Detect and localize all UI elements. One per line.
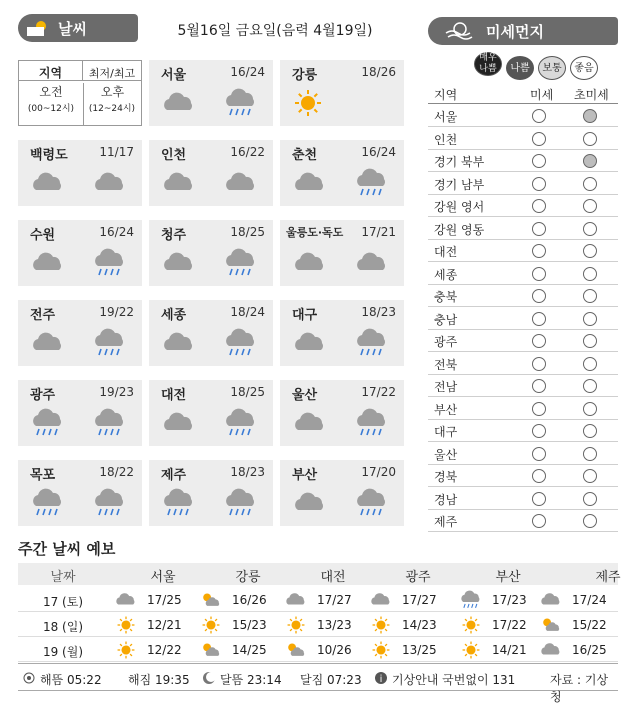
sunrise-icon: [22, 671, 36, 688]
city-name: 세종: [161, 308, 187, 323]
forecast-legend: [18, 60, 142, 126]
pm10-dot: [532, 222, 546, 236]
dust-row-2: [428, 150, 618, 172]
cloud-icon: [90, 168, 130, 198]
city-cell-15: [149, 460, 273, 526]
pm25-dot: [583, 357, 597, 371]
cloud-icon: [290, 168, 330, 198]
dust-row-6: [428, 240, 618, 262]
dust-region: 경남: [434, 492, 458, 507]
dust-region: 경기 남부: [434, 177, 485, 192]
rain-cloud-icon: [221, 328, 261, 358]
weekly-header-5: 부산: [495, 570, 521, 585]
city-name: 대구: [292, 308, 318, 323]
rain-cloud-icon: [352, 408, 392, 438]
cloud-icon: [221, 168, 261, 198]
weekly-temp: 17/27: [402, 593, 437, 607]
rain-cloud-icon: [90, 248, 130, 278]
dust-region: 세종: [434, 267, 458, 282]
dust-row-18: [428, 510, 618, 532]
legend-pm-sub: (12~24시): [88, 104, 136, 114]
weekly-header-4: 광주: [405, 570, 431, 585]
city-cell-4: [280, 140, 404, 206]
city-temp: 16/24: [99, 225, 134, 239]
cloud-icon: [538, 640, 564, 660]
phone-icon: [374, 671, 388, 688]
city-temp: 16/22: [230, 145, 265, 159]
city-cell-11: [18, 380, 142, 446]
weekly-temp: 17/23: [492, 593, 527, 607]
rain-cloud-icon: [352, 168, 392, 198]
moonset-time: 달짐 07:23: [300, 673, 362, 687]
city-temp: 18/24: [230, 305, 265, 319]
pm25-dot: [583, 154, 597, 168]
footer: [18, 663, 618, 704]
pm25-dot: [583, 492, 597, 506]
rain-cloud-icon: [28, 408, 68, 438]
pm10-dot: [532, 469, 546, 483]
cloud-icon: [159, 88, 199, 118]
rain-cloud-icon: [159, 488, 199, 518]
city-cell-16: [280, 460, 404, 526]
city-name: 강릉: [292, 68, 318, 83]
city-cell-3: [149, 140, 273, 206]
sun-icon: [283, 615, 309, 635]
legend-am: 오전: [39, 85, 63, 99]
sun-icon: [458, 615, 484, 635]
pm10-dot: [532, 514, 546, 528]
city-name: 백령도: [30, 148, 68, 163]
rain-cloud-icon: [352, 328, 392, 358]
dust-region: 강원 영동: [434, 222, 485, 237]
sun-icon: [113, 640, 139, 660]
weekly-temp: 14/23: [402, 618, 437, 632]
sunrise-time: 해뜸 05:22: [40, 673, 102, 687]
city-name: 서울: [161, 68, 187, 83]
weekly-temp: 13/25: [402, 643, 437, 657]
rain-cloud-icon: [352, 488, 392, 518]
dust-region: 충남: [434, 312, 458, 327]
dust-region: 경북: [434, 470, 458, 484]
dust-region: 대전: [434, 245, 458, 259]
dust-region: 제주: [434, 515, 458, 529]
cloud-icon: [538, 590, 564, 610]
sun-cloud-icon: [283, 640, 309, 660]
dust-legend-2: 보통: [538, 56, 566, 80]
pm10-dot: [532, 289, 546, 303]
cloud-icon: [368, 590, 394, 610]
weekly-temp: 13/23: [317, 618, 352, 632]
dust-region: 경기 북부: [434, 155, 485, 169]
pm25-dot: [583, 132, 597, 146]
cloud-icon: [159, 248, 199, 278]
cloud-icon: [290, 408, 330, 438]
pm25-dot: [583, 402, 597, 416]
city-name: 제주: [161, 468, 187, 483]
weekly-temp: 10/26: [317, 643, 352, 657]
city-cell-8: [18, 300, 142, 366]
cloud-icon: [159, 168, 199, 198]
pm10-dot: [532, 154, 546, 168]
pm10-dot: [532, 379, 546, 393]
weekly-header-6: 제주: [595, 570, 621, 585]
city-cell-1: [280, 60, 404, 126]
rain-cloud-icon: [458, 590, 484, 610]
pm25-dot: [583, 379, 597, 393]
city-cell-12: [149, 380, 273, 446]
pm25-dot: [583, 267, 597, 281]
dust-legend-1: 나쁨: [506, 56, 534, 80]
weekly-header-1: 서울: [150, 570, 176, 585]
cloud-icon: [28, 248, 68, 278]
dust-row-11: [428, 353, 618, 375]
pm25-dot: [583, 447, 597, 461]
dust-section-title: [428, 17, 618, 45]
weekly-header-3: 대전: [320, 570, 346, 585]
city-cell-2: [18, 140, 142, 206]
sun-icon: [458, 640, 484, 660]
dust-header-pm10: 미세: [530, 88, 554, 102]
haze-icon: [442, 21, 478, 41]
dust-row-15: [428, 443, 618, 465]
pm25-dot: [583, 514, 597, 528]
city-temp: 19/22: [99, 305, 134, 319]
pm10-dot: [532, 244, 546, 258]
city-temp: 11/17: [99, 145, 134, 159]
sun-cloud-icon: [24, 18, 52, 38]
city-temp: 18/25: [230, 385, 265, 399]
city-name: 목포: [30, 468, 56, 483]
cloud-icon: [28, 168, 68, 198]
cloud-icon: [283, 590, 309, 610]
weekly-temp: 12/21: [147, 618, 182, 632]
pm25-dot: [583, 244, 597, 258]
cloud-icon: [290, 248, 330, 278]
source-line: 자료 : 기상청: [550, 673, 609, 704]
city-name: 울릉도·독도: [286, 226, 344, 239]
dust-row-5: [428, 218, 618, 240]
cloud-icon: [159, 408, 199, 438]
pm10-dot: [532, 424, 546, 438]
weekly-row-1: [18, 613, 618, 637]
sun-cloud-icon: [198, 640, 224, 660]
pm10-dot: [532, 109, 546, 123]
dust-region: 서울: [434, 110, 458, 124]
cloud-icon: [28, 328, 68, 358]
weekly-date: 17 (토): [42, 595, 84, 609]
weekly-header-2: 강릉: [235, 570, 261, 585]
weekly-temp: 17/25: [147, 593, 182, 607]
pm25-dot: [583, 199, 597, 213]
weekly-temp: 17/22: [492, 618, 527, 632]
weekly-row-2: [18, 638, 618, 662]
weekly-temp: 16/25: [572, 643, 607, 657]
dust-legend: [470, 52, 620, 78]
city-cell-9: [149, 300, 273, 366]
rain-cloud-icon: [28, 488, 68, 518]
cloud-icon: [290, 488, 330, 518]
cloud-icon: [352, 248, 392, 278]
pm25-dot: [583, 177, 597, 191]
dust-region: 부산: [434, 402, 458, 417]
city-name: 수원: [30, 228, 56, 243]
rain-cloud-icon: [221, 488, 261, 518]
sunset-time: 해짐 19:35: [128, 673, 190, 687]
pm10-dot: [532, 357, 546, 371]
city-cell-14: [18, 460, 142, 526]
legend-region: 지역: [19, 61, 83, 81]
info-line: 기상안내 국번없이 131: [392, 673, 516, 687]
dust-region: 대구: [434, 425, 458, 439]
pm10-dot: [532, 334, 546, 348]
city-temp: 18/26: [361, 65, 396, 79]
dust-title-text: 미세먼지: [486, 22, 544, 41]
pm10-dot: [532, 492, 546, 506]
date-line: 5월16일 금요일(음력 4월19일): [177, 23, 373, 39]
weekly-row-0: [18, 588, 618, 612]
city-temp: 17/20: [361, 465, 396, 479]
rain-cloud-icon: [221, 88, 261, 118]
dust-row-1: [428, 128, 618, 150]
rain-cloud-icon: [90, 408, 130, 438]
cloud-icon: [290, 328, 330, 358]
pm10-dot: [532, 447, 546, 461]
moonrise-time: 달뜸 23:14: [220, 673, 282, 687]
rain-cloud-icon: [221, 248, 261, 278]
dust-header-region: 지역: [434, 88, 458, 102]
weekly-temp: 16/26: [232, 593, 267, 607]
pm10-dot: [532, 312, 546, 326]
dust-region: 전북: [434, 357, 458, 372]
city-name: 대전: [161, 388, 187, 403]
legend-minmax: 최저/최고: [83, 61, 141, 81]
pm10-dot: [532, 177, 546, 191]
pm25-dot: [583, 334, 597, 348]
pm25-dot: [583, 222, 597, 236]
city-name: 청주: [161, 228, 187, 243]
dust-legend-0: 매우나쁨: [474, 52, 502, 76]
dust-row-17: [428, 488, 618, 510]
legend-pm: 오후: [83, 83, 141, 125]
dust-row-4: [428, 195, 618, 217]
city-temp: 17/22: [361, 385, 396, 399]
sun-icon: [368, 615, 394, 635]
city-temp: 16/24: [361, 145, 396, 159]
sun-cloud-icon: [538, 615, 564, 635]
city-temp: 18/23: [361, 305, 396, 319]
sun-icon: [368, 640, 394, 660]
city-cell-7: [280, 220, 404, 286]
city-cell-6: [149, 220, 273, 286]
pm25-dot: [583, 312, 597, 326]
city-name: 인천: [161, 148, 187, 163]
weather-title-text: 날씨: [58, 19, 87, 38]
dust-row-16: [428, 465, 618, 487]
pm25-dot: [583, 289, 597, 303]
legend-am-sub: (00~12시): [27, 104, 75, 114]
rain-cloud-icon: [90, 488, 130, 518]
city-temp: 17/21: [361, 225, 396, 239]
pm25-dot: [583, 109, 597, 123]
rain-cloud-icon: [221, 408, 261, 438]
dust-row-14: [428, 420, 618, 442]
weekly-header: [18, 563, 621, 585]
city-temp: 16/24: [230, 65, 265, 79]
dust-row-12: [428, 375, 618, 397]
weekly-temp: 17/24: [572, 593, 607, 607]
weekly-temp: 14/21: [492, 643, 527, 657]
pm10-dot: [532, 267, 546, 281]
dust-row-7: [428, 263, 618, 285]
city-name: 춘천: [292, 148, 318, 163]
dust-region: 울산: [434, 447, 458, 462]
weather-section-title: [18, 14, 138, 42]
dust-row-0: [428, 105, 618, 127]
sun-icon: [198, 615, 224, 635]
sun-cloud-icon: [198, 590, 224, 610]
city-name: 전주: [30, 308, 56, 323]
dust-region: 인천: [434, 132, 458, 147]
weekly-forecast-title: 주간 날씨 예보: [18, 540, 116, 558]
city-cell-13: [280, 380, 404, 446]
pm10-dot: [532, 132, 546, 146]
sun-icon: [288, 88, 328, 118]
weekly-date: 19 (월): [42, 645, 84, 659]
city-temp: 18/22: [99, 465, 134, 479]
weekly-date: 18 (일): [42, 620, 84, 634]
dust-region: 강원 영서: [434, 200, 485, 214]
weekly-header-0: 날짜: [50, 570, 76, 585]
weekly-temp: 15/22: [572, 618, 607, 632]
dust-region: 광주: [434, 335, 458, 349]
dust-legend-3: 좋음: [570, 56, 598, 80]
rain-cloud-icon: [90, 328, 130, 358]
dust-region: 전남: [434, 380, 458, 394]
weekly-temp: 15/23: [232, 618, 267, 632]
svg-text:i: i: [379, 674, 383, 685]
cloud-icon: [159, 328, 199, 358]
dust-region: 충북: [434, 290, 458, 304]
weekly-temp: 17/27: [317, 593, 352, 607]
sun-icon: [113, 615, 139, 635]
city-cell-5: [18, 220, 142, 286]
dust-header: [428, 84, 618, 104]
dust-row-13: [428, 398, 618, 420]
city-temp: 18/23: [230, 465, 265, 479]
city-temp: 19/23: [99, 385, 134, 399]
cloud-icon: [113, 590, 139, 610]
city-temp: 18/25: [230, 225, 265, 239]
weekly-temp: 14/25: [232, 643, 267, 657]
pm10-dot: [532, 402, 546, 416]
dust-row-3: [428, 173, 618, 195]
pm25-dot: [583, 469, 597, 483]
moon-icon: [202, 671, 216, 688]
dust-row-8: [428, 285, 618, 307]
dust-header-pm25: 초미세: [574, 88, 609, 102]
weekly-temp: 12/22: [147, 643, 182, 657]
city-name: 광주: [30, 388, 56, 403]
pm10-dot: [532, 199, 546, 213]
city-cell-10: [280, 300, 404, 366]
dust-row-9: [428, 308, 618, 330]
pm25-dot: [583, 424, 597, 438]
city-cell-0: [149, 60, 273, 126]
city-name: 울산: [292, 388, 318, 403]
dust-row-10: [428, 330, 618, 352]
city-name: 부산: [292, 468, 318, 483]
